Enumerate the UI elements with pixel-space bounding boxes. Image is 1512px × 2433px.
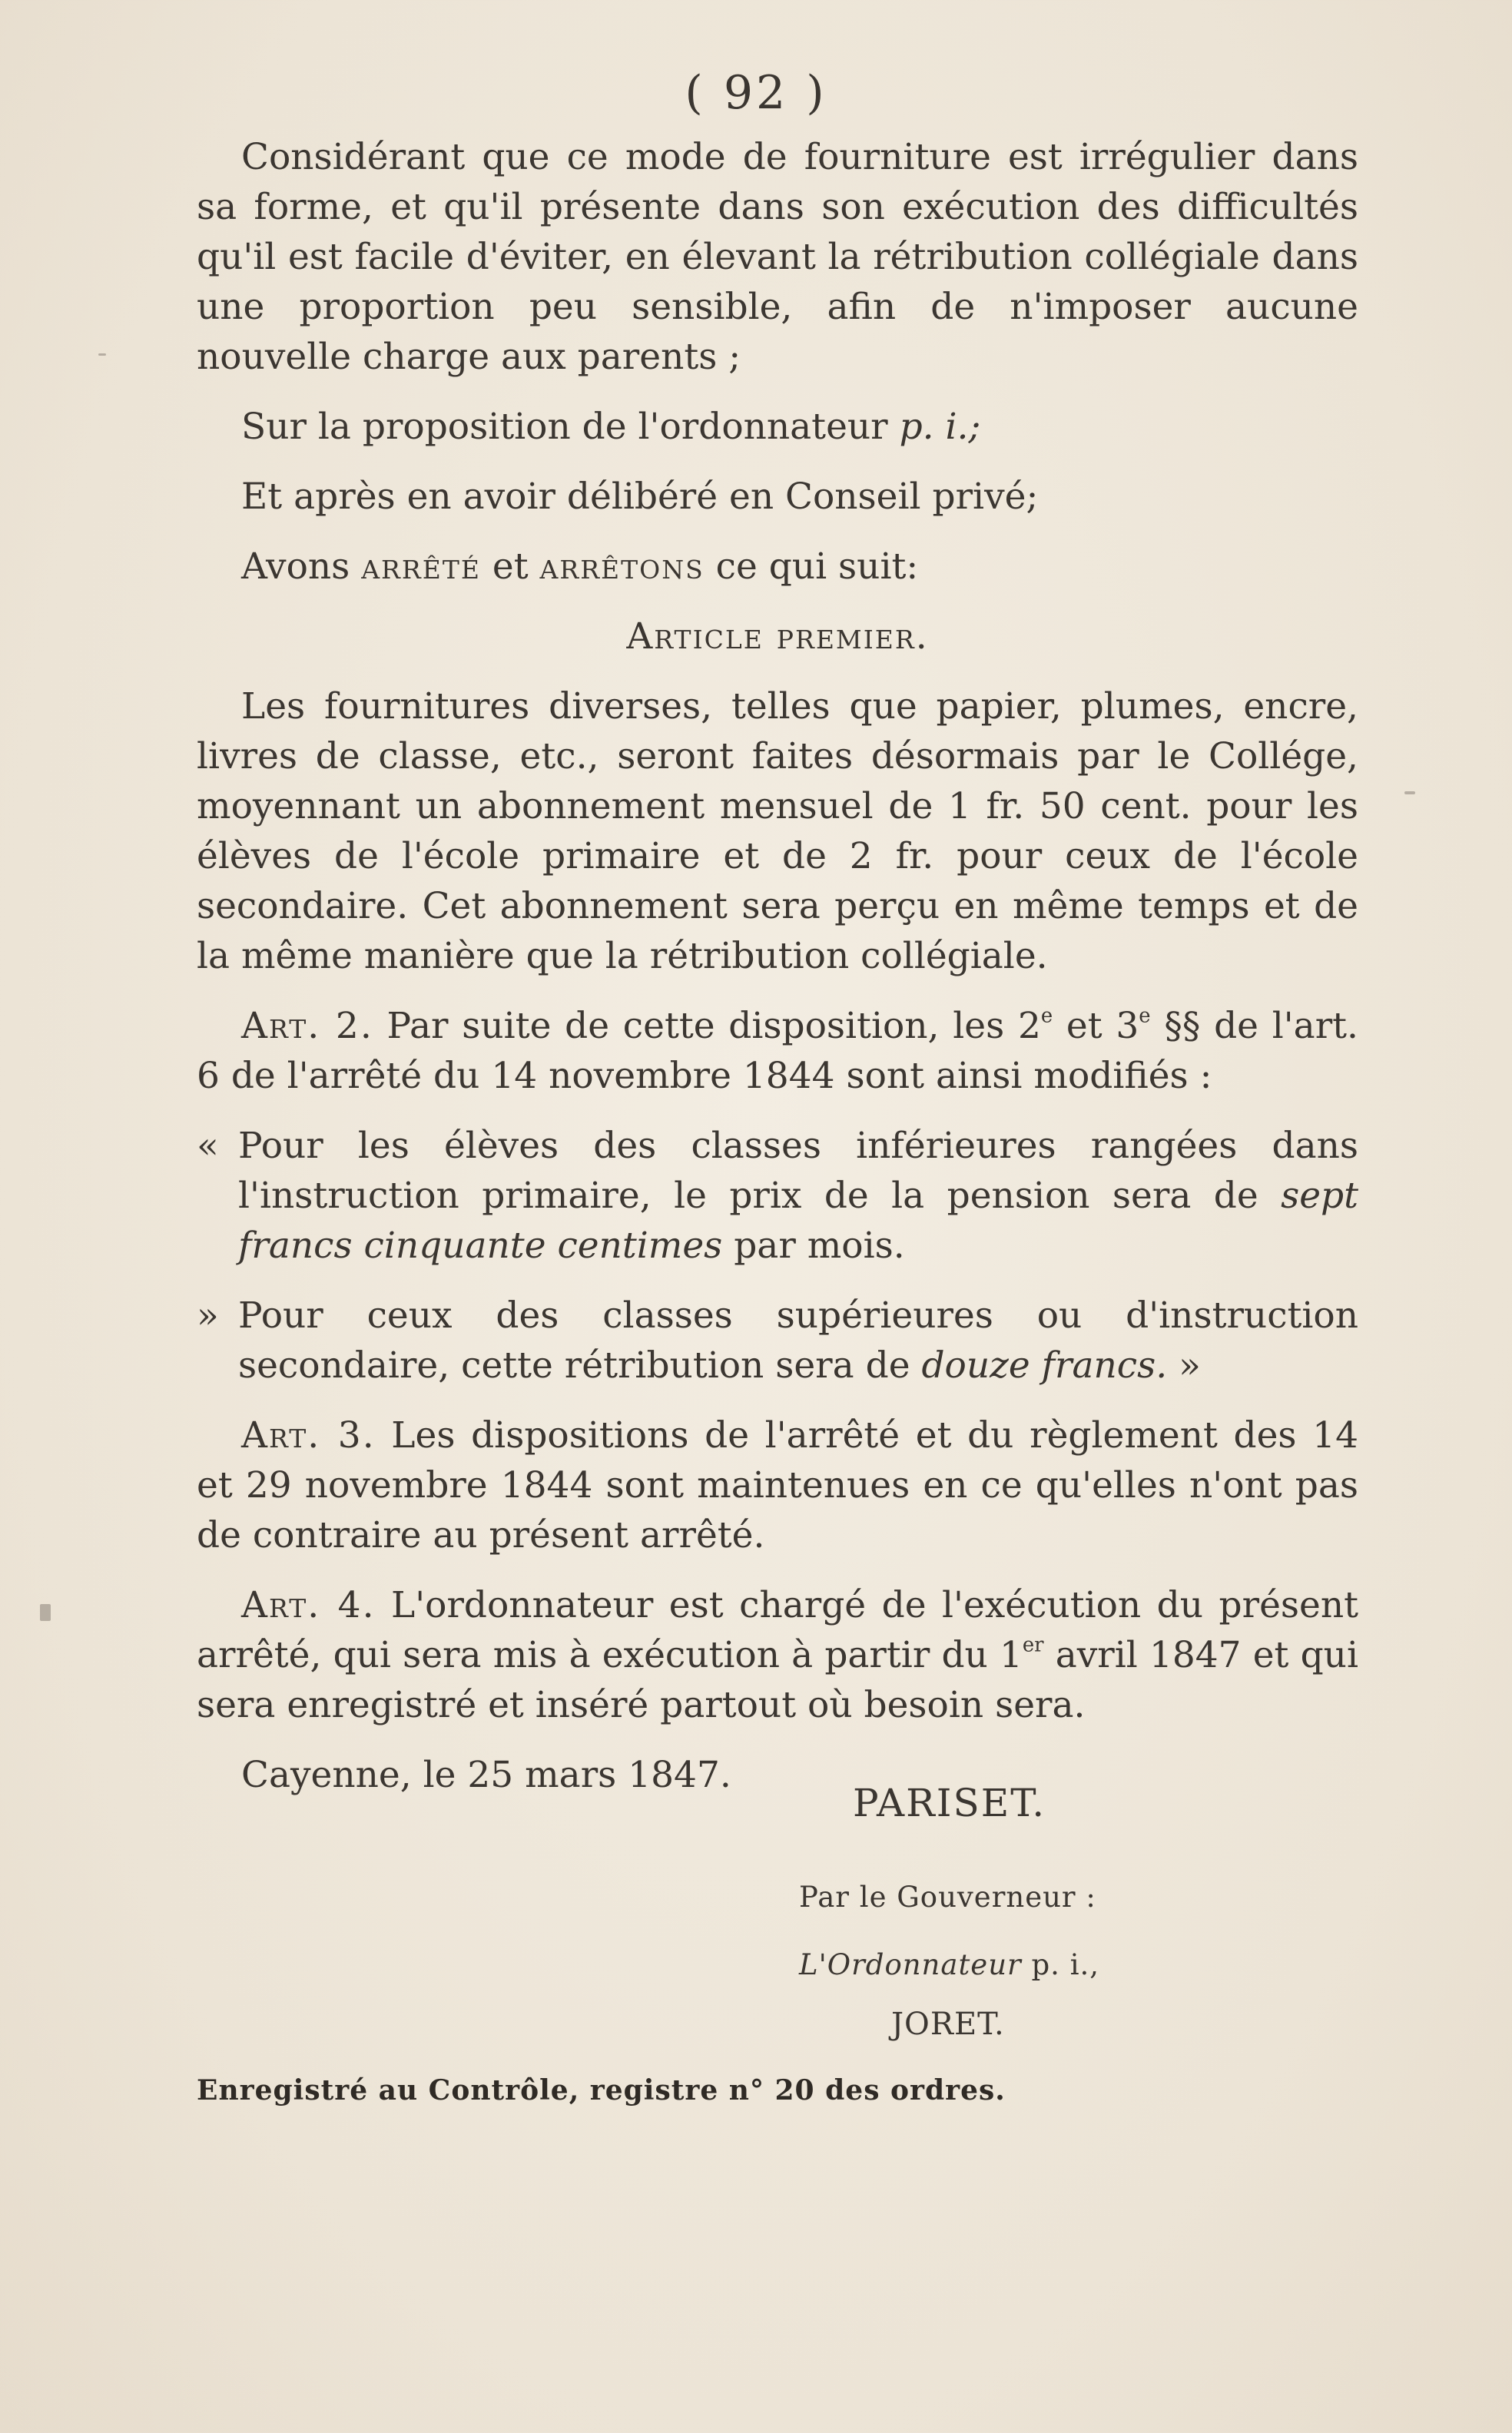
decree-date: Cayenne, le 25 mars 1847. (241, 1754, 731, 1796)
article-2-text-b: et 3 (1053, 1005, 1139, 1047)
paragraph-article-2 (197, 1001, 1358, 1101)
quoted-paragraph-1 (197, 1121, 1358, 1271)
proposition-text: Sur la proposition de l'ordonnateur (241, 406, 900, 448)
signature-pariset: PARISET. (853, 1781, 1046, 1825)
quote-2-text-a: Pour ceux des classes supérieures ou d'instruction secondaire, cette rétribution sera de (238, 1294, 1358, 1387)
article-4-text-b: avril 1847 et qui sera enregistré et inséré partout où besoin sera. (197, 1634, 1358, 1726)
article-heading: Article premier. (626, 615, 929, 658)
paragraph-article-3 (197, 1410, 1358, 1560)
article-3-label: Art. 3. (241, 1414, 376, 1457)
quote-1-amount: sept francs cinquante centimes (238, 1175, 1358, 1267)
article-4-text-a: L'ordonnateur est chargé de l'exécution du présent arrêté, qui sera mis à exécution à partir du 1 (197, 1584, 1358, 1676)
article-2-sup-1: e (1040, 1004, 1053, 1028)
quote-mark: « (197, 1125, 219, 1167)
ordonnateur-title (799, 1948, 1099, 1981)
registration-note: Enregistré au Contrôle, registre n° 20 des ordres. (197, 2074, 1006, 2107)
paragraph-deliberation: Et après en avoir délibéré en Conseil privé; (241, 476, 1039, 518)
arrete-word: arrêté (361, 545, 481, 588)
ordonnateur-word: L'Ordonnateur (799, 1948, 1022, 1981)
ink-speck (40, 1604, 51, 1621)
arretons-word: arrêtons (539, 545, 705, 588)
proposition-abbrev: p. i.; (899, 406, 981, 448)
paragraph-article-4 (197, 1580, 1358, 1730)
article-4-label: Art. 4. (241, 1584, 376, 1626)
quote-1-text-c: par mois. (722, 1225, 905, 1267)
par-le-gouverneur: Par le Gouverneur : (799, 1881, 1096, 1914)
paragraph-proposition (197, 402, 1358, 452)
signature-joret: JORET. (891, 2007, 1005, 2042)
article-2-label: Art. 2. (241, 1005, 373, 1047)
article-4-sup: er (1022, 1633, 1044, 1657)
quote-1-text-a: Pour les élèves des classes inférieures rangées dans l'instruction primaire, le prix de la pension sera de (238, 1125, 1358, 1217)
article-2-sup-2: e (1139, 1004, 1151, 1028)
ink-speck (1404, 791, 1415, 794)
decree-body (197, 132, 1358, 1800)
quote-mark: » (197, 1294, 219, 1337)
article-2-text-c: §§ de l'art. 6 de l'arrêté du 14 novembre 1844 sont ainsi modifiés : (197, 1005, 1358, 1097)
quote-2-amount: douze francs. (921, 1344, 1168, 1387)
ink-speck (98, 353, 106, 356)
article-2-text-a: Par suite de cette disposition, les 2 (373, 1005, 1041, 1047)
paragraph-considerant: Considérant que ce mode de fourniture est irrégulier dans sa forme, et qu'il présente dans son exécution des difficultés qu'il est facile d'éviter, en élevant la rétribution collégiale dans une proportion peu sensible, afin de n'imposer aucune nouvelle charge aux parents ; (197, 136, 1358, 378)
avons-text: Avons (241, 545, 362, 588)
quote-2-close: » (1167, 1344, 1201, 1387)
ce-qui-suit: ce qui suit: (704, 545, 919, 588)
paragraph-avons-arrete (197, 542, 1358, 592)
ordonnateur-suffix: p. i., (1021, 1948, 1100, 1981)
page-number: ( 92 ) (685, 66, 827, 120)
article-3-text: Les dispositions de l'arrêté et du règlement des 14 et 29 novembre 1844 sont maintenues en ce qu'elles n'ont pas de contraire au présent arrêté. (197, 1414, 1358, 1556)
paragraph-article-1: Les fournitures diverses, telles que papier, plumes, encre, livres de classe, etc., seront faites désormais par le Collége, moyennant un abonnement mensuel de 1 fr. 50 cent. pour les élèves de l'école primaire et de 2 fr. pour ceux de l'école secondaire. Cet abonnement sera perçu en même temps et de la même manière que la rétribution collégiale. (197, 685, 1358, 977)
quoted-paragraph-2 (197, 1291, 1358, 1391)
et-word: et (480, 545, 540, 588)
